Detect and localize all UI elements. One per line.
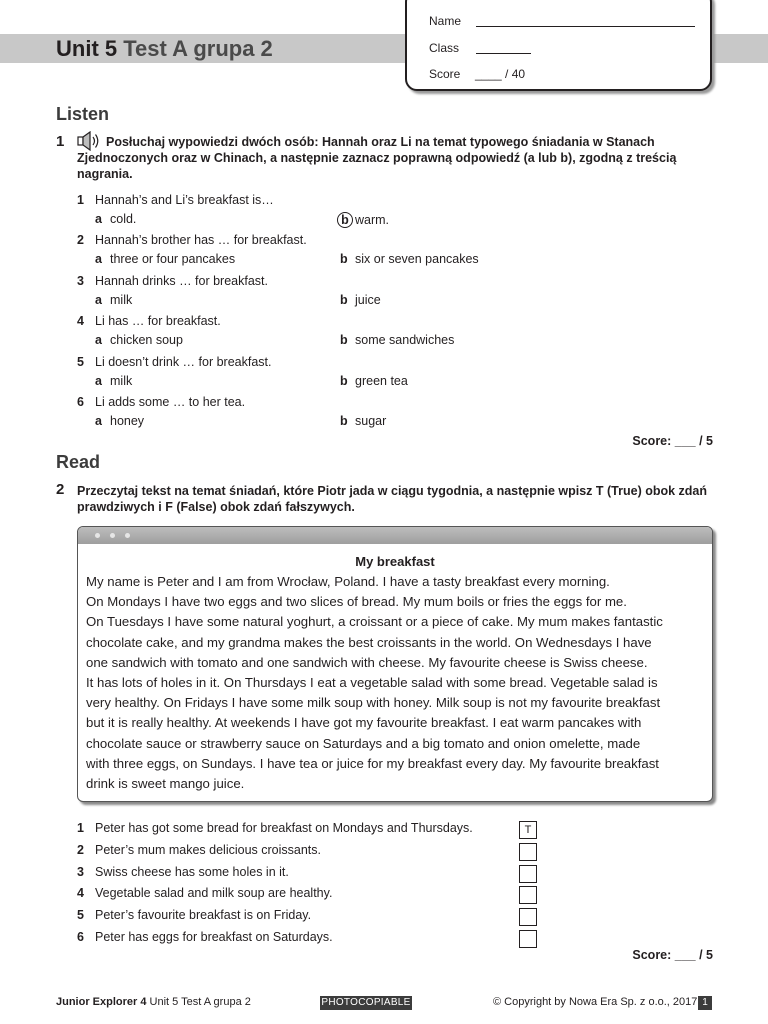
- text-box-title-bar: [78, 527, 712, 544]
- option-a[interactable]: [95, 333, 183, 347]
- circled-answer-letter: b: [337, 212, 353, 228]
- option-b[interactable]: [340, 333, 454, 347]
- photocopiable-badge: PHOTOCOPIABLE: [321, 997, 411, 1008]
- answer-box[interactable]: [519, 908, 537, 926]
- statement-number: 3: [77, 864, 84, 879]
- name-field[interactable]: [476, 26, 695, 27]
- reading-text-line: drink is sweet mango juice.: [86, 775, 245, 791]
- option-a[interactable]: [95, 212, 136, 226]
- statement-text: Swiss cheese has some holes in it.: [95, 864, 289, 879]
- exercise-2-number: 2: [56, 481, 65, 498]
- option-letter: b: [340, 252, 348, 267]
- statement-text: Peter has got some bread for breakfast on Mondays and Thursdays.: [95, 821, 473, 835]
- answer-box[interactable]: [519, 886, 537, 904]
- option-letter: b: [340, 292, 348, 307]
- option-text: milk: [110, 373, 133, 388]
- option-text: warm.: [355, 213, 390, 227]
- option-text: three or four pancakes: [110, 252, 236, 267]
- student-info-box: [405, 0, 712, 91]
- footer-test-name: Unit 5 Test A grupa 2: [149, 996, 251, 1008]
- statement-number: 2: [77, 842, 84, 857]
- exercise-1-number: 1: [56, 133, 65, 150]
- option-letter: a: [95, 252, 102, 267]
- option-letter: a: [95, 373, 102, 388]
- statement-number: 4: [77, 886, 84, 901]
- question-number: 5: [77, 354, 84, 369]
- option-letter: b: [340, 414, 348, 428]
- reading-text-line: chocolate cake, and my grandma makes the best croissants in the world. On Wednesdays I have: [86, 634, 652, 650]
- reading-text-line: My name is Peter and I am from Wrocław, Poland. I have a tasty breakfast every morning.: [86, 574, 610, 589]
- option-a[interactable]: [95, 252, 235, 266]
- footer-book-title: Junior Explorer 4: [56, 996, 147, 1008]
- question-number: 1: [77, 193, 84, 207]
- option-text: sugar: [355, 414, 387, 428]
- exercise-1-instruction-text: Posłuchaj wypowiedzi dwóch osób: Hannah oraz Li na temat typowego śniadania w Stanach Zjednoczonych oraz w Chinach, a następnie zaznacz poprawną odpowiedź (a lub b), zgodną z treścią nagrania.: [77, 135, 677, 181]
- reading-text-line: On Mondays I have two eggs and two slices of bread. My mum boils or fries the eggs for me.: [86, 594, 627, 610]
- unit-label: Unit 5: [56, 36, 118, 61]
- exercise-2-instruction: Przeczytaj tekst na temat śniadań, które Piotr jada w ciągu tygodnia, a następnie wpisz T (True) obok zdań prawdziwych i F (False) obok zdań fałszywych.: [77, 484, 708, 514]
- page-number: 1: [698, 996, 712, 1010]
- score-label: Score: [429, 67, 461, 81]
- speaker-icon: [77, 131, 101, 155]
- question-text: Hannah’s and Li’s breakfast is…: [95, 193, 274, 207]
- statement-text: Peter’s favourite breakfast is on Friday.: [95, 908, 312, 923]
- option-letter: b: [340, 373, 348, 388]
- option-text: juice: [355, 292, 381, 307]
- read-section-title: Read: [56, 452, 101, 472]
- option-text: chicken soup: [110, 333, 183, 348]
- class-label: Class: [429, 41, 460, 55]
- page-title: [56, 36, 273, 62]
- option-a[interactable]: [95, 374, 132, 388]
- reading-text-body: [86, 572, 706, 794]
- question-number: 4: [77, 314, 84, 329]
- question-text: Hannah drinks … for breakfast.: [95, 273, 268, 288]
- answer-box[interactable]: [519, 930, 537, 948]
- answer-box[interactable]: T: [519, 821, 537, 839]
- option-a[interactable]: [95, 293, 132, 307]
- reading-text-line: It has lots of holes in it. On Thursdays I eat a vegetable salad with some bread. Vegetable salad is: [86, 674, 658, 690]
- statement-text: Vegetable salad and milk soup are healthy.: [95, 886, 333, 901]
- question-number: 2: [77, 233, 84, 248]
- name-label: Name: [429, 14, 462, 28]
- reading-text-line: On Tuesdays I have some natural yoghurt, a croissant or a piece of cake. My mum makes fantastic: [86, 614, 663, 630]
- question-text: Li has … for breakfast.: [95, 314, 221, 329]
- reading-text-line: very healthy. On Fridays I have some milk soup with honey. Milk soup is not my favourite breakfast: [86, 695, 661, 711]
- option-a[interactable]: [95, 414, 144, 428]
- option-b[interactable]: [340, 374, 408, 388]
- statement-number: 1: [77, 821, 84, 835]
- reading-text-line: with three eggs, on Sundays. I have tea or juice for my breakfast every day. My favourite breakfast: [86, 755, 659, 771]
- footer-book-info: [56, 996, 251, 1008]
- statement-number: 5: [77, 908, 84, 923]
- option-b[interactable]: [340, 293, 381, 307]
- reading-text-box: [77, 526, 713, 802]
- option-text: green tea: [355, 373, 408, 388]
- window-dot: [125, 533, 130, 538]
- question-text: Li adds some … to her tea.: [95, 395, 246, 409]
- option-b[interactable]: [340, 212, 389, 228]
- reading-text-title: My breakfast: [355, 554, 435, 569]
- footer-copyright: © Copyright by Nowa Era Sp. z o.o., 2017: [493, 996, 698, 1008]
- option-text: cold.: [110, 212, 137, 226]
- question-number: 6: [77, 395, 84, 409]
- total-score: ____ / 40: [475, 67, 526, 81]
- reading-text-line: chocolate sauce or strawberry sauce on Saturdays and a big tomato and onion omelette, made: [86, 735, 641, 751]
- exercise-1-instruction: [77, 134, 717, 182]
- window-dot: [95, 533, 100, 538]
- test-label: Test A grupa 2: [123, 36, 273, 61]
- window-dot: [110, 533, 115, 538]
- option-letter: a: [95, 414, 102, 428]
- question-text: Li doesn’t drink … for breakfast.: [95, 354, 272, 369]
- statement-text: Peter has eggs for breakfast on Saturdays.: [95, 930, 333, 944]
- listen-section-title: Listen: [56, 104, 110, 124]
- question-number: 3: [77, 273, 84, 288]
- question-text: Hannah’s brother has … for breakfast.: [95, 233, 307, 248]
- answer-box[interactable]: [519, 865, 537, 883]
- class-field[interactable]: [476, 53, 531, 54]
- option-text: honey: [110, 414, 145, 428]
- option-text: some sandwiches: [355, 333, 455, 348]
- listen-score: Score: ___ / 5: [632, 434, 713, 448]
- read-score: Score: ___ / 5: [632, 948, 713, 962]
- statement-text: Peter’s mum makes delicious croissants.: [95, 842, 322, 857]
- option-b[interactable]: [340, 414, 386, 428]
- option-text: milk: [110, 292, 133, 307]
- option-letter: b: [340, 333, 348, 348]
- option-letter: a: [95, 212, 102, 226]
- option-letter: a: [95, 292, 102, 307]
- statement-number: 6: [77, 930, 84, 944]
- option-letter: a: [95, 333, 102, 348]
- option-b[interactable]: [340, 252, 479, 266]
- answer-box[interactable]: [519, 843, 537, 861]
- reading-text-line: one sandwich with tomato and one sandwich with cheese. My favourite cheese is Swiss cheese.: [86, 654, 648, 670]
- reading-text-line: but it is really healthy. At weekends I have got my favourite breakfast. I eat warm pancakes with: [86, 715, 642, 731]
- option-text: six or seven pancakes: [355, 252, 479, 267]
